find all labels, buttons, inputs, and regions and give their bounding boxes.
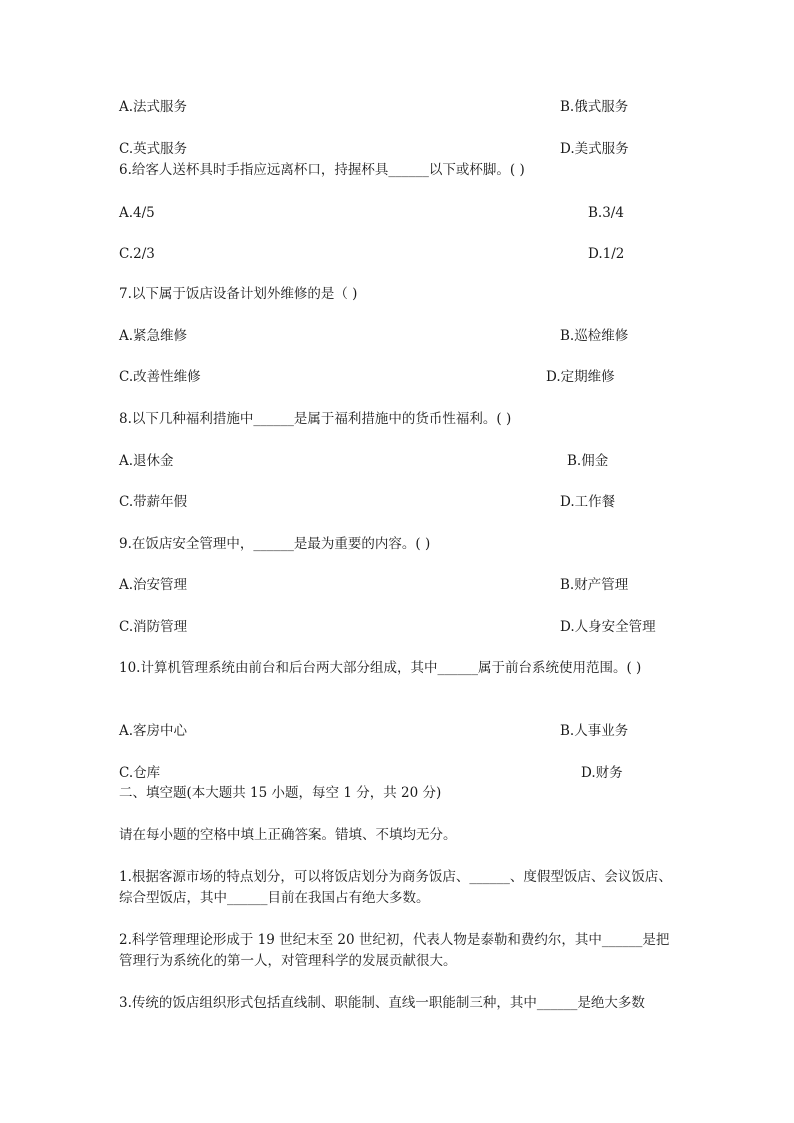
option-9c: C.消防管理	[119, 619, 188, 635]
option-6b: B.3/4	[588, 205, 624, 221]
section-title: 二、填空题(本大题共 15 小题，每空 1 分，共 20 分)	[119, 785, 442, 801]
question-8: 8.以下几种福利措施中______是属于福利措施中的货币性福利。( )	[119, 411, 512, 427]
option-8c: C.带薪年假	[119, 494, 188, 510]
option-7c: C.改善性维修	[119, 369, 201, 385]
option-10a: A.客房中心	[119, 723, 188, 739]
option-7d: D.定期维修	[546, 369, 615, 385]
question-10: 10.计算机管理系统由前台和后台两大部分组成，其中______属于前台系统使用范围。( )	[119, 660, 642, 676]
fill-question-1: 1.根据客源市场的特点划分，可以将饭店划分为商务饭店、______、度假型饭店、会议饭店、综合型饭店，其中______目前在我国占有绝大多数。	[119, 869, 672, 906]
option-6c: C.2/3	[119, 246, 155, 262]
question-6: 6.给客人送杯具时手指应远离杯口，持握杯具______以下或杯脚。( )	[119, 162, 525, 178]
option-5a: A.法式服务	[119, 99, 188, 115]
option-9b: B.财产管理	[560, 577, 629, 593]
option-5c: C.英式服务	[119, 141, 188, 157]
fill-question-2: 2.科学管理理论形成于 19 世纪末至 20 世纪初，代表人物是泰勒和费约尔，其中______是把管理行为系统化的第一人，对管理科学的发展贡献很大。	[119, 932, 670, 969]
option-8a: A.退休金	[119, 453, 174, 469]
question-7: 7.以下属于饭店设备计划外维修的是（ )	[119, 286, 358, 302]
option-5b: B.俄式服务	[560, 99, 629, 115]
question-9: 9.在饭店安全管理中，______是最为重要的内容。( )	[119, 536, 431, 552]
section-instruction: 请在每小题的空格中填上正确答案。错填、不填均无分。	[119, 827, 457, 843]
option-6a: A.4/5	[119, 205, 155, 221]
option-8d: D.工作餐	[560, 494, 616, 510]
option-9d: D.人身安全管理	[560, 619, 656, 635]
option-10b: B.人事业务	[560, 723, 629, 739]
option-10d: D.财务	[581, 765, 623, 781]
option-10c: C.仓库	[119, 765, 161, 781]
option-9a: A.治安管理	[119, 577, 188, 593]
option-8b: B.佣金	[567, 453, 609, 469]
fill-question-3: 3.传统的饭店组织形式包括直线制、职能制、直线一职能制三种，其中______是绝大多数	[119, 995, 645, 1011]
option-6d: D.1/2	[588, 246, 625, 262]
option-7a: A.紧急维修	[119, 328, 188, 344]
option-5d: D.美式服务	[560, 141, 629, 157]
option-7b: B.巡检维修	[560, 328, 629, 344]
